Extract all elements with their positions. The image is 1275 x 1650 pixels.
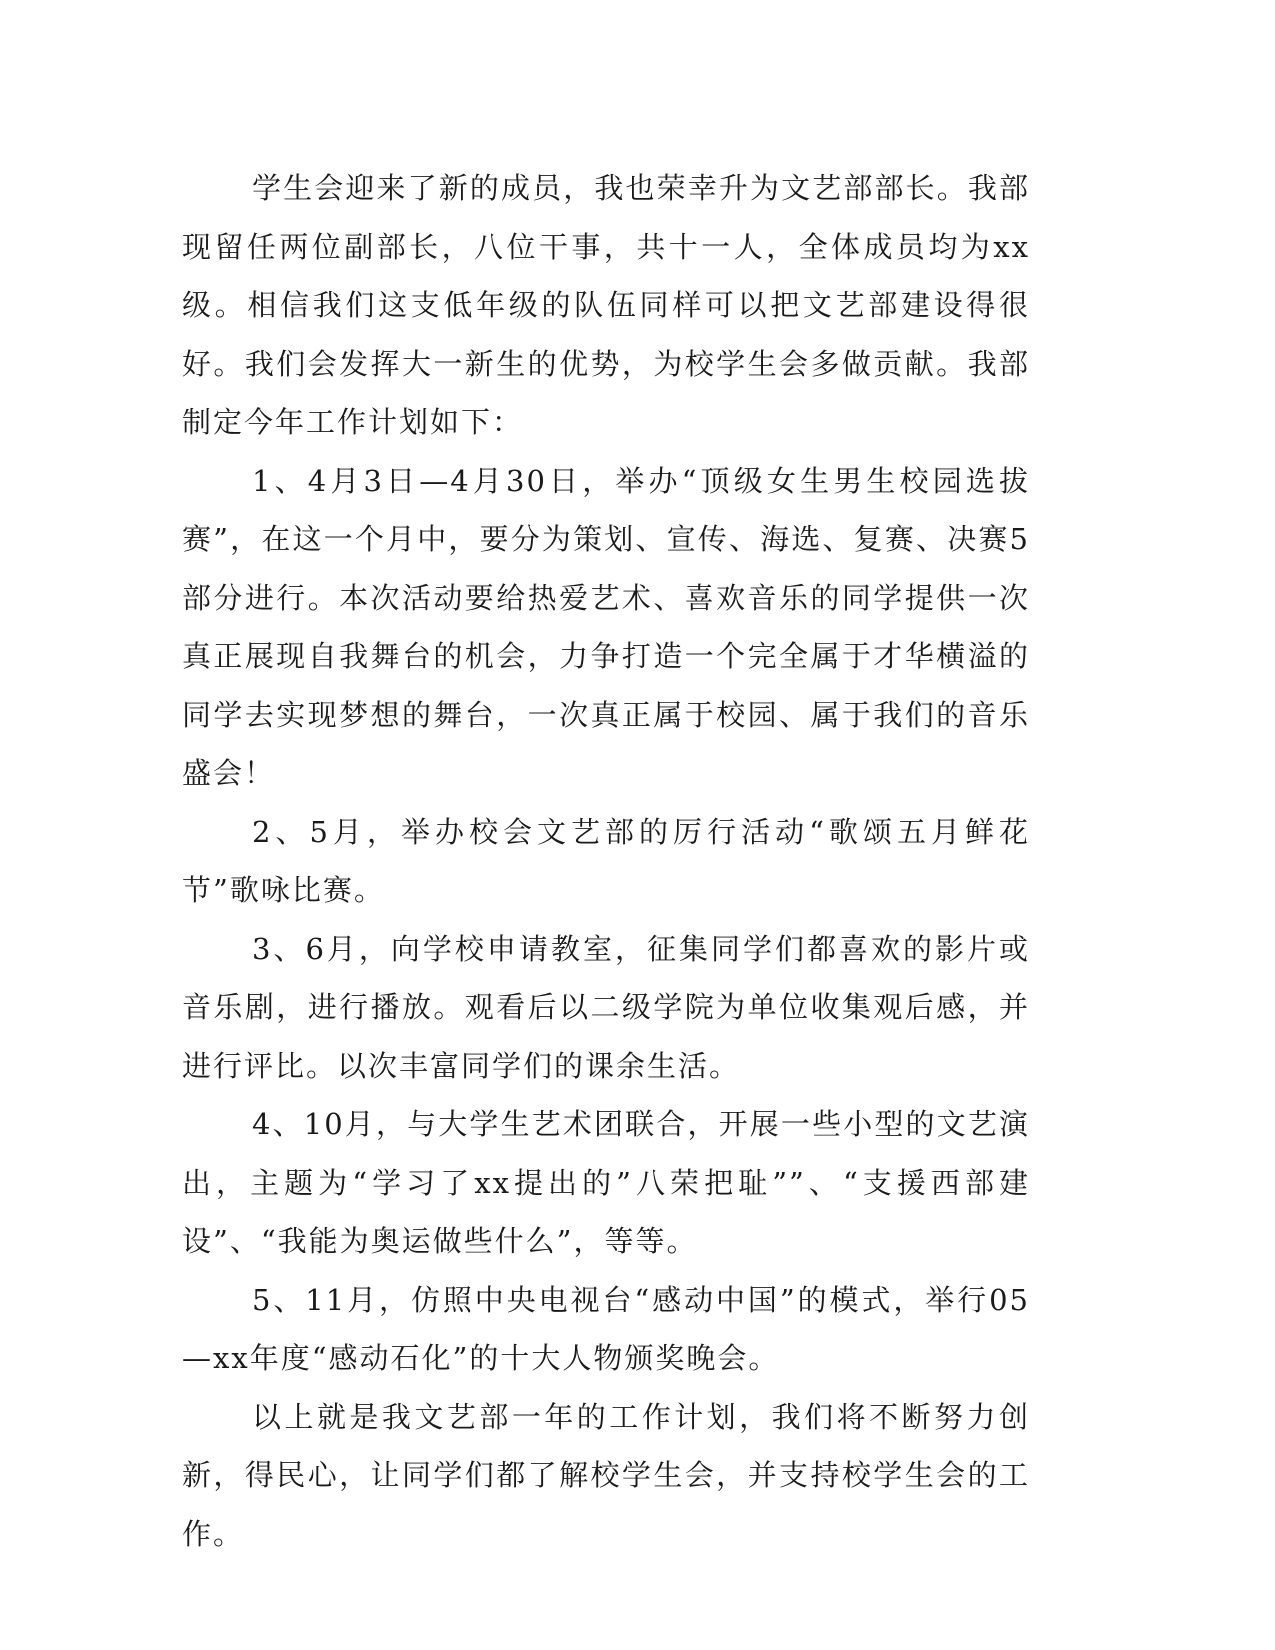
- paragraph-item-5: 5、11月，仿照中央电视台“感动中国”的模式，举行05—xx年度“感动石化”的十大人物颁奖晚会。: [182, 1282, 1030, 1375]
- paragraph-item-2: 2、5月，举办校会文艺部的厉行活动“歌颂五月鲜花节”歌咏比赛。: [182, 814, 1030, 907]
- paragraph-item-4: 4、10月，与大学生艺术团联合，开展一些小型的文艺演出，主题为“学习了xx提出的”八荣把耻””、“支援西部建设”、“我能为奥运做些什么”，等等。: [182, 1107, 1030, 1258]
- paragraph-item-3: 3、6月，向学校申请教室，征集同学们都喜欢的影片或音乐剧，进行播放。观看后以二级学院为单位收集观后感，并进行评比。以次丰富同学们的课余生活。: [182, 931, 1030, 1083]
- paragraph-conclusion: 以上就是我文艺部一年的工作计划，我们将不断努力创新，得民心，让同学们都了解校学生会，并支持校学生会的工作。: [182, 1399, 1030, 1551]
- document-body: [182, 159, 1030, 1563]
- paragraph-intro: 学生会迎来了新的成员，我也荣幸升为文艺部部长。我部现留任两位副部长，八位干事，共十一人，全体成员均为xx级。相信我们这支低年级的队伍同样可以把文艺部建设得很好。我们会发挥大一新生的优势，为校学生会多做贡献。我部制定今年工作计划如下：: [182, 171, 1030, 439]
- paragraph-item-1: 1、4月3日—4月30日，举办“顶级女生男生校园选拔赛”，在这一个月中，要分为策划、宣传、海选、复赛、决赛5部分进行。本次活动要给热爱艺术、喜欢音乐的同学提供一次真正展现自我舞台的机会，力争打造一个完全属于才华横溢的同学去实现梦想的舞台，一次真正属于校园、属于我们的音乐盛会！: [182, 463, 1030, 790]
